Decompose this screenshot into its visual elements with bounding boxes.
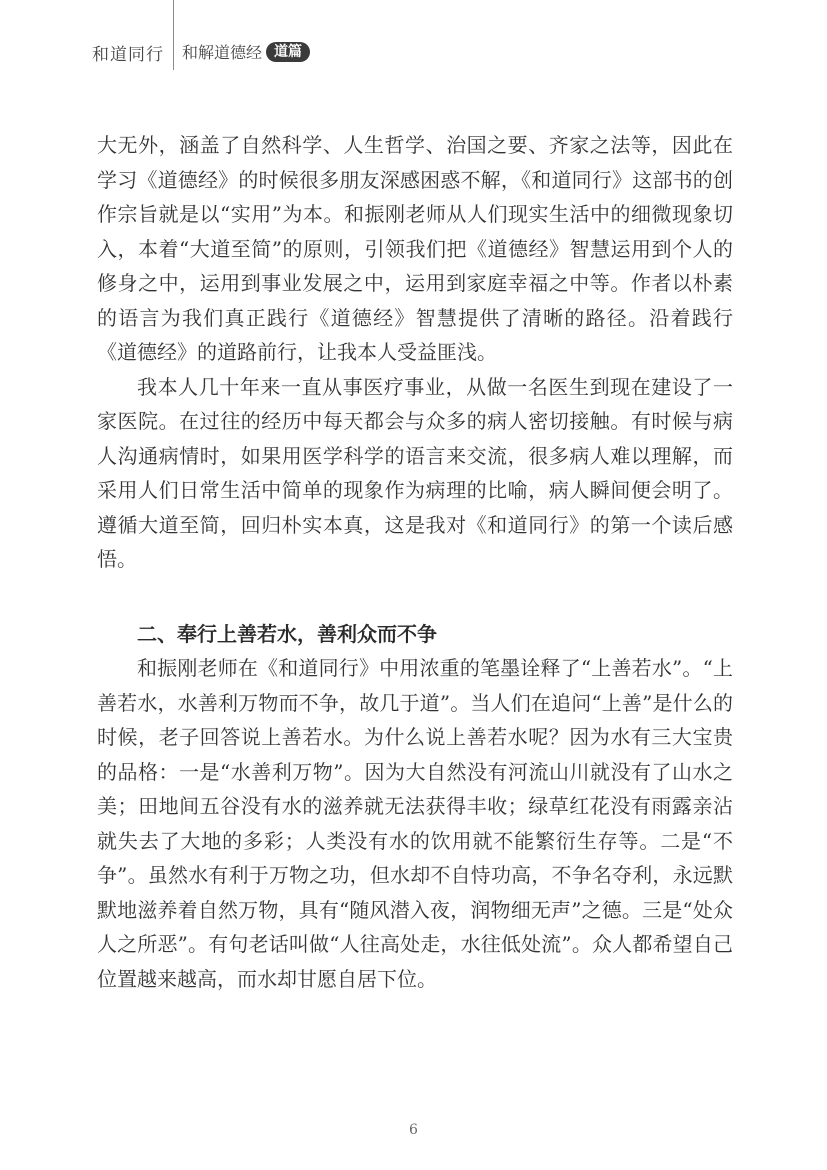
section-paragraph: 和振刚老师在《和道同行》中用浓重的笔墨诠释了“上善若水”。“上善若水，水善利万物而不争，故几于道”。当人们在追问“上善”是什么的时候，老子回答说上善若水。为什么说上善若水呢？因为水有三大宝贵的品格：一是“水善利万物”。因为大自然没有河流山川就没有了山水之美；田地间五谷没有水的滋养就无法获得丰收；绿草红花没有雨露亲沾就失去了大地的多彩；人类没有水的饮用就不能繁衍生存等。二是“不争”。虽然水有利于万物之功，但水却不自恃功高，不争名夺利，永远默默地滋养着自然万物，具有“随风潜入夜，润物细无声”之德。三是“处众人之所恶”。有句老话叫做“人往高处走，水往低处流”。众人都希望自己位置越来越高，而水却甘愿自居下位。 <box>97 656 733 991</box>
header-badge: 道篇 <box>266 42 310 62</box>
paragraph-medical-experience: 我本人几十年来一直从事医疗事业，从做一名医生到现在建设了一家医院。在过往的经历中每天都会与众多的病人密切接触。有时候与病人沟通病情时，如果用医学科学的语言来交流，很多病人难以理解，而采用人们日常生活中简单的现象作为病理的比喻，病人瞬间便会明了。遵循大道至简，回归朴实本真，这是我对《和道同行》的第一个读后感悟。 <box>97 374 733 571</box>
paragraph-continued: 大无外，涵盖了自然科学、人生哲学、治国之要、齐家之法等，因此在学习《道德经》的时候很多朋友深感困惑不解，《和道同行》这部书的创作宗旨就是以“实用”为本。和振刚老师从人们现实生活中的细微现象切入，本着“大道至简”的原则，引领我们把《道德经》智慧运用到个人的修身之中，运用到事业发展之中，运用到家庭幸福之中等。作者以朴素的语言为我们真正践行《道德经》智慧提供了清晰的路径。沿着践行《道德经》的道路前行，让我本人受益匪浅。 <box>97 133 733 364</box>
header-divider <box>173 0 174 70</box>
page-number: 6 <box>409 1122 418 1138</box>
header-book-title: 和道同行 <box>92 45 164 65</box>
header-subtitle: 和解道德经 <box>182 43 263 62</box>
running-header <box>92 0 792 70</box>
page-body <box>97 128 733 996</box>
section-spacer <box>97 577 733 617</box>
header-subtitle-group <box>182 40 310 63</box>
section-heading: 二、奉行上善若水，善利众而不争 <box>137 621 437 646</box>
